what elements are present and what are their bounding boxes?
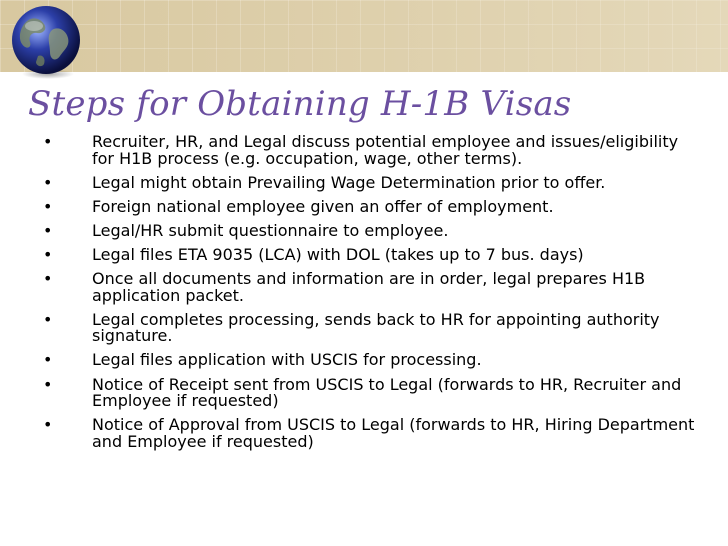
- slide-title: Steps for Obtaining H-1B Visas: [28, 84, 572, 124]
- bullet-dot: •: [43, 374, 53, 394]
- list-item-text: Legal completes processing, sends back to HR for appointing authority signature.: [92, 309, 660, 346]
- list-item-text: Legal files ETA 9035 (LCA) with DOL (takes up to 7 bus. days): [92, 244, 584, 264]
- bullet-dot: •: [43, 220, 53, 240]
- globe-icon: [4, 0, 86, 82]
- list-item-text: Legal files application with USCIS for processing.: [92, 350, 482, 370]
- list-item-text: Foreign national employee given an offer of employment.: [92, 196, 554, 216]
- list-item-text: Notice of Receipt sent from USCIS to Legal (forwards to HR, Recruiter and Employee if requested): [92, 374, 682, 411]
- list-item: [40, 244, 700, 264]
- list-item: [40, 220, 700, 240]
- list-item: [40, 271, 700, 304]
- bullet-dot: •: [43, 309, 53, 329]
- list-item: [40, 374, 700, 411]
- bullet-dot: •: [43, 350, 53, 370]
- bullet-dot: •: [43, 132, 53, 151]
- list-item-text: Legal might obtain Prevailing Wage Determination prior to offer.: [92, 172, 606, 192]
- bullet-dot: •: [43, 196, 53, 216]
- bullet-dot: •: [43, 415, 53, 435]
- list-item: [40, 309, 700, 346]
- header-banner-fade: [0, 0, 728, 72]
- list-item: [40, 134, 700, 167]
- list-item: [40, 172, 700, 192]
- list-item-text: Notice of Approval from USCIS to Legal (forwards to HR, Hiring Department and Employee if requested): [92, 415, 695, 451]
- bullet-dot: •: [43, 244, 53, 264]
- list-item: [40, 352, 700, 369]
- list-item: [40, 417, 700, 450]
- bullet-dot: •: [43, 269, 53, 289]
- list-item: [40, 196, 700, 216]
- list-item-text: Legal/HR submit questionnaire to employee.: [92, 220, 449, 240]
- bullet-dot: •: [43, 172, 53, 192]
- list-item-text: Recruiter, HR, and Legal discuss potential employee and issues/eligibility for H1B process (e.g. occupation, wage, other terms).: [92, 132, 679, 168]
- list-item-text: Once all documents and information are in order, legal prepares H1B application packet.: [92, 269, 646, 305]
- bullet-list: [40, 134, 700, 458]
